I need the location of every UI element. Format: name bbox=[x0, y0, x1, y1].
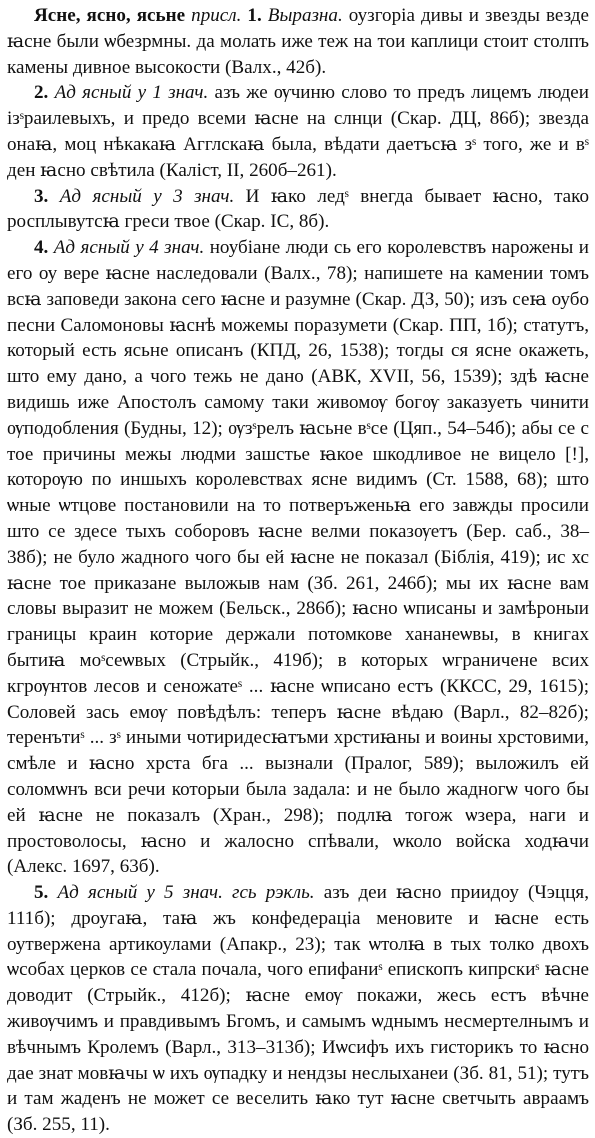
sense-text: азъ деи ꙗсно приидоу (Чэцця, 111б); дроугаꙗ, таꙗ жъ конфедераціа меновите и ꙗсне есть оутвержена артикоулами (Апакр., 23); так ѡтолꙗ в тых толко двохъ ѡсобах церков се стала почала, чого епифаниˢ епископъ кипрскиˢ ꙗсне доводит (Стрыйк., 412б); ꙗсне емѹ покажи, жесь естъ вѣчне живѹчимъ и правдивымъ Бгомъ, и самымъ ѡднымъ несмертелнымъ и вѣчнымъ Кролемъ (Варл., 313–313б); Иѡсифъ ихъ гисторикъ то ꙗсно дае знат мовꙗчы ѡ ихъ ѹпадку и нендзы неслыханеи (Зб. 81, 51); тутъ и там жаденъ не может се веселить ꙗко тут ꙗсне светчыть авраамъ (Зб. 255, 11). bbox=[7, 882, 589, 1136]
sense-number: 5. bbox=[34, 882, 49, 904]
dictionary-entry-sense-2 bbox=[7, 80, 589, 183]
headword: Ясне, ясно, ясьне bbox=[34, 5, 186, 26]
sense-label: Ад ясный у 3 знач. bbox=[59, 185, 235, 207]
sense-label: Ад ясный у 4 знач. bbox=[53, 237, 205, 259]
sense-label: Ад ясный у 5 знач. гсь рэкль. bbox=[57, 882, 315, 904]
sense-text: И ꙗко ледˢ внегда бывает ꙗсно, тако росплывутсꙗ греси твое (Скар. ІС, 8б). bbox=[7, 185, 589, 233]
dictionary-entry-sense-4 bbox=[7, 235, 589, 880]
sense-label: Выразна. bbox=[267, 5, 343, 26]
dictionary-entry-sense-3 bbox=[7, 184, 589, 236]
sense-text: оузгоріа дивы и звезды везде ꙗсне были ѡбезрмны. да молать иже теж на тои каплици стоит столпъ камены дивное высокости (Валх., 42б). bbox=[7, 5, 589, 78]
sense-number: 2. bbox=[34, 82, 49, 104]
sense-label: Ад ясный у 1 знач. bbox=[54, 82, 209, 104]
part-of-speech: присл. bbox=[191, 5, 242, 26]
dictionary-entry-sense-5 bbox=[7, 880, 589, 1138]
sense-text: ноубіане люди сь его королевствъ нарожены и его оу вере ꙗсне наследовали (Валх., 78); напишете на камении томъ всꙗ заповеди закона сего ꙗсне и разумне (Скар. ДЗ, 50); изъ сеꙗ оубо песни Саломоновы ꙗснѣ можемы поразумети (Скар. ПП, 1б); статутъ, который есть ясьне описанъ (КПД, 26, 1538); тогды ся ясне окажеть, што ему дано, а чого тежь не дано (АВК, XVII, 56, 1539); здѣ ꙗсне видишь иже Апостолъ самому таки живомѹ богѹ заказуеть чинити ѹподобления (Будны, 12); ѹзˢрелъ ꙗсьне вˢсе (Цяп., 54–54б); абы се с тое причины межы людми зашстье ꙗкое шкодливое не вицело [!], которѹю по иншыхъ королевствах ясне видимъ (Ст. 1588, 68); што ѡные ѡтцове постановили на то потверъженьꙗ его завжды просили што се здесе тыхъ соборовъ ꙗсне велми показѹетъ (Бер. саб., 38–38б); не було жадного чого бы ей ꙗсне не показал (Біблія, 419); ис хс ꙗсне тое приказане выложыв нам (Зб. 261, 246б); мы их ꙗсне вам словы выразит не можем (Бельск., 286б); ꙗсно ѡписаны и замѣроныи границы краин которие держали потомкове хананеѡвы, в книгах бытиꙗ моˢсеѡвых (Стрыйк., 419б); в которых ѡграничене всих кгрѹнтов лесов и сеножатеˢ ... ꙗсне ѡписано естъ (ККСС, 29, 1615); Соловей зась емѹ повѣдѣлъ: теперъ ꙗсне вѣдаю (Варл., 82–82б); теренътиˢ ... зˢ иными чотиридесꙗтъми хрстиꙗны и воины хрстовими, смѣле и ꙗсно хрста бга ... вызнали (Пралог, 589); выложилъ ей соломѡнъ вси речи которыи была задала: и не было жадногѡ чого бы ей ꙗсне не показалъ (Хран., 298); подлꙗ тогож ѡзера, наги и простоволосы, ꙗсно и жалосно спѣвали, ѡколо войска ходꙗчи (Алекс. 1697, 63б). bbox=[7, 237, 589, 878]
sense-number: 4. bbox=[34, 237, 49, 259]
sense-number: 3. bbox=[34, 185, 49, 207]
sense-number: 1. bbox=[247, 5, 262, 26]
dictionary-entry-sense-1 bbox=[7, 3, 589, 80]
sense-text: азъ же ѹчиню слово то предъ лицемъ людеи ізˢраилевыхъ, и предо всеми ꙗсне на слнци (Скар. ДЦ, 86б); звезда онаꙗ, моц нѣкакаꙗ Агглскаꙗ была, вѣдати даетъсꙗ зˢ того, же и вˢ ден ꙗсно свѣтила (Каліст, II, 260б–261). bbox=[7, 82, 589, 181]
